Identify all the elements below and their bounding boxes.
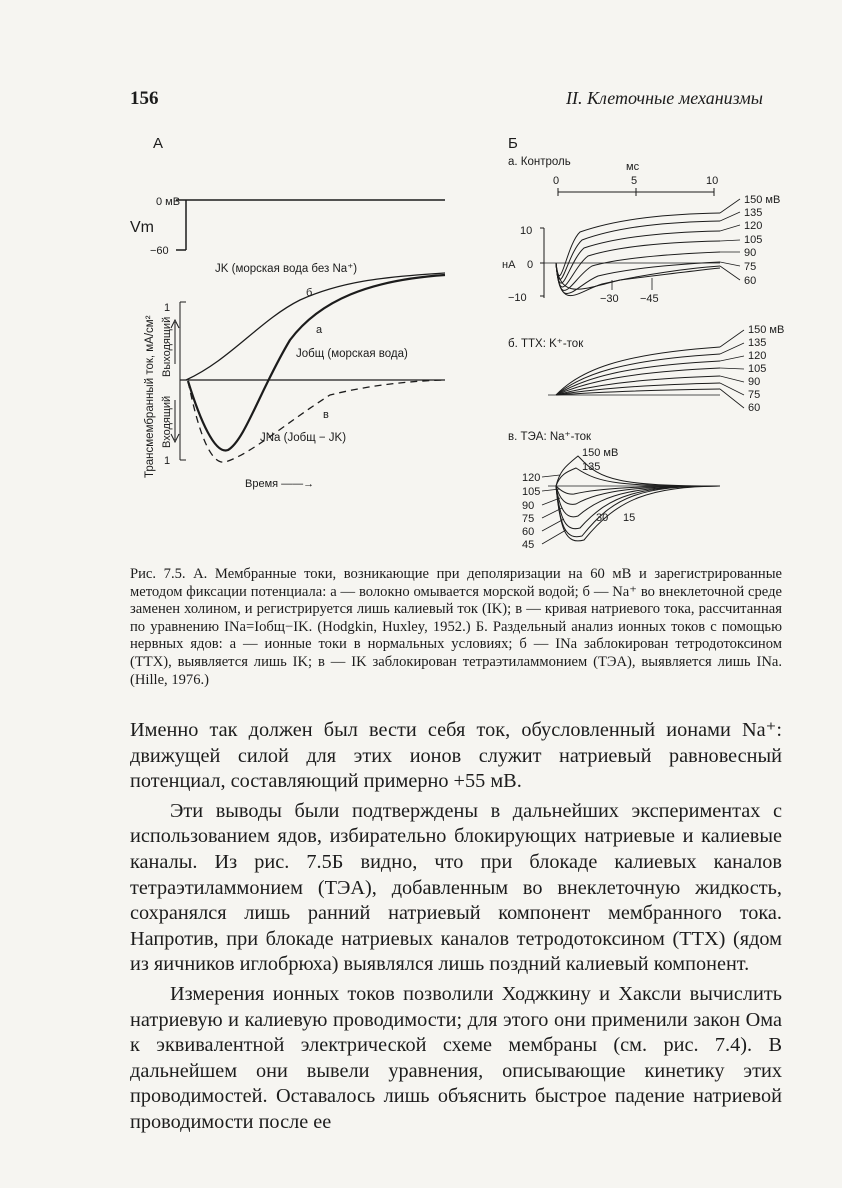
tea-traces — [556, 456, 720, 541]
outward-label: Выходящий — [161, 316, 173, 377]
inward-45: −45 — [640, 293, 659, 305]
body-text — [130, 718, 782, 1136]
page-number: 156 — [130, 88, 159, 109]
curve-jtotal — [188, 275, 445, 450]
na-label: нА — [502, 259, 516, 271]
ms-tick-5: 5 — [631, 175, 638, 187]
control-markers — [612, 278, 652, 290]
ttx-title: б. TTX: K⁺-ток — [508, 338, 584, 350]
svg-text:75: 75 — [522, 513, 535, 525]
caption-text: Рис. 7.5. А. Мембранные токи, возникающие при деполяризации на 60 мВ и зарегистрированные методом фиксации потенциала: а — волокно омывается морской водой; б — Na⁺ во внеклеточной среде заменен холином, и регистрируется лишь калиевый ток (IK); в — кривая натриевого тока, рассчитанная по уравнению INa=Iобщ−IK. (Hodgkin, Huxley, 1952.) Б. Раздельный анализ ионных токов с помощью нервных ядов: а — ионные токи в нормальных условиях; б — INa заблокирован тетродотоксином (TTX), выявляется лишь IK; в — IK заблокирован тетраэтиламмонием (ТЭА), выявляется лишь INa. (Hille, 1976.) — [130, 566, 782, 688]
svg-text:120: 120 — [748, 350, 767, 362]
tea-30: 30 — [596, 512, 609, 524]
ttx-leaders — [720, 330, 744, 408]
ms-scale — [558, 188, 714, 196]
paragraph: Эти выводы были подтверждены в дальнейших экспериментах с использованием ядов, избирательно блокирующих натриевые и калиевые каналы. Из рис. 7.5Б видно, что при блокаде калиевых каналов тетраэтиламмонием (ТЭА), добавленным во внеклеточную жидкость, сохранялся лишь ранний натриевый компонент мембранного тока. Напротив, при блокаде натриевых каналов тетродотоксином (TTX) (ядом из яичников иглобрюха) выявлялся лишь поздний калиевый компонент. — [130, 799, 782, 976]
y-tick-0: 0 — [527, 259, 534, 271]
svg-text:60: 60 — [744, 275, 757, 287]
control-y-axis — [540, 228, 544, 298]
tea-title: в. ТЭА: Na⁺-ток — [508, 431, 592, 443]
ms-label: мс — [626, 161, 640, 173]
current-axis — [180, 302, 186, 460]
paragraph: Именно так должен был вести себя ток, обусловленный ионами Na⁺: движущей силой для этих ионов служит натриевый равновесный потенциал, составляющий примерно +55 мВ. — [130, 719, 782, 793]
svg-text:120: 120 — [522, 472, 541, 484]
tea-left-labels — [522, 472, 540, 551]
svg-text:90: 90 — [522, 500, 535, 512]
tea-150: 150 мВ — [582, 447, 619, 459]
ms-tick-0: 0 — [553, 175, 560, 187]
svg-text:75: 75 — [748, 389, 761, 401]
vm-label: Vm — [130, 219, 154, 236]
svg-text:105: 105 — [744, 234, 763, 246]
curve-b-label: б — [306, 287, 313, 299]
panel-a-label: А — [153, 135, 164, 152]
svg-text:45: 45 — [522, 539, 535, 551]
control-mv-labels — [744, 194, 780, 287]
svg-text:60: 60 — [748, 402, 761, 414]
svg-text:150 мВ: 150 мВ — [748, 324, 785, 336]
y-tick-neg10: −10 — [508, 292, 527, 304]
time-label: Время ——→ — [245, 478, 315, 490]
control-title: а. Контроль — [508, 156, 571, 168]
tick-neg: 1 — [164, 455, 171, 467]
y-axis-label: Трансмембранный ток, мА/см² — [144, 315, 156, 478]
figure-7-5 — [0, 0, 842, 560]
curve-v-label: в — [323, 409, 329, 421]
svg-text:135: 135 — [744, 207, 763, 219]
ttx-mv-labels — [748, 324, 784, 414]
jna-label: JNa (Jобщ − JK) — [260, 432, 347, 444]
tea-135: 135 — [582, 461, 601, 473]
tea-15: 15 — [623, 512, 636, 524]
jtotal-label: Jобщ (морская вода) — [296, 348, 408, 360]
y-tick-10: 10 — [520, 225, 533, 237]
inward-label: Входящий — [161, 395, 173, 448]
tick-pos: 1 — [164, 302, 171, 314]
ms-tick-10: 10 — [706, 175, 719, 187]
svg-text:150 мВ: 150 мВ — [744, 194, 781, 206]
control-traces — [556, 213, 720, 296]
paragraph: Измерения ионных токов позволили Ходжкину и Хаксли вычислить натриевую и калиевую проводимости; для этого они применили закон Ома к эквивалентной электрической схеме мембраны (см. рис. 7.4). В дальнейшем они вывели уравнения, описывающие кинетику этих проводимостей. Оставалось лишь объяснить быстрое падение натриевой проводимости после ее — [130, 982, 782, 1133]
ttx-traces — [556, 347, 720, 395]
svg-text:105: 105 — [522, 486, 541, 498]
svg-text:135: 135 — [748, 337, 767, 349]
svg-text:105: 105 — [748, 363, 767, 375]
control-leaders — [720, 199, 740, 280]
svg-text:90: 90 — [748, 376, 761, 388]
panel-b-label: Б — [508, 135, 518, 152]
svg-text:90: 90 — [744, 247, 757, 259]
figure-caption — [130, 566, 782, 689]
curve-a-label: а — [316, 324, 323, 336]
vm-bottom-label: −60 — [150, 245, 169, 257]
svg-text:120: 120 — [744, 220, 763, 232]
voltage-step — [176, 200, 445, 250]
vm-top-label: 0 мВ — [156, 196, 181, 208]
svg-text:75: 75 — [744, 261, 757, 273]
running-title: II. Клеточные механизмы — [566, 88, 763, 108]
svg-text:60: 60 — [522, 526, 535, 538]
jk-label: JK (морская вода без Na⁺) — [215, 263, 358, 275]
inward-30: −30 — [600, 293, 619, 305]
